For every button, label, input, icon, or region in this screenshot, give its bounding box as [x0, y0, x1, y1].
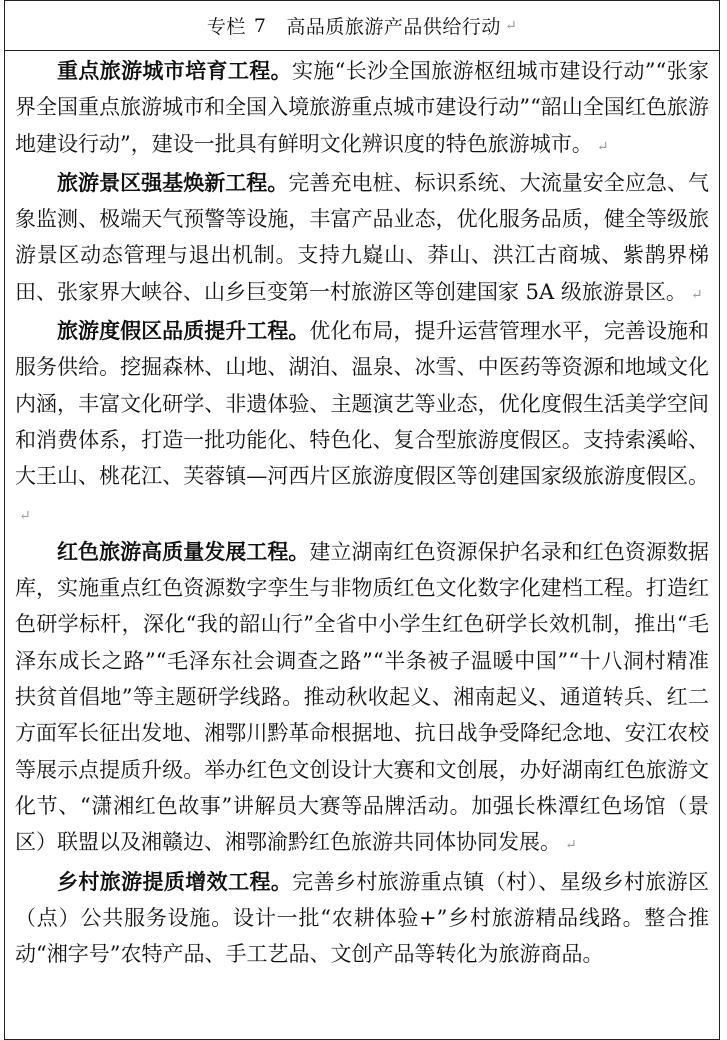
paragraph-red-tourism: [15, 534, 709, 864]
column-title-prefix: 专栏: [206, 16, 246, 38]
paragraph-rural: [15, 864, 709, 973]
paragraph-city: [15, 53, 709, 165]
paragraph-heading: 红色旅游高质量发展工程。: [57, 539, 310, 564]
column-title-text: 高品质旅游产品供给行动: [286, 16, 501, 38]
paragraph-mark-icon: ↵: [504, 17, 518, 34]
column-box: [4, 0, 720, 1040]
column-title-number: 7: [253, 14, 267, 37]
paragraph-heading: 重点旅游城市培育工程。: [57, 59, 292, 83]
paragraph-heading: 旅游度假区品质提升工程。: [57, 319, 310, 344]
paragraph-text: 完善乡村旅游重点镇（村）、星级乡村旅游区（点）公共服务设施。设计一批“农耕体验+”乡村旅游精品线路。整合推动“湘字号”农特产品、手工艺品、文创产品等转化为旅游商品。: [15, 869, 710, 967]
paragraph-text: 建立湖南红色资源保护名录和红色资源数据库，实施重点红色资源数字孪生与非物质红色文化数字化建档工程。打造红色研学标杆，深化“我的韶山行”全省中小学生红色研学长效机制，推出“毛泽东成长之路”“毛泽东社会调查之路”“半条被子温暖中国”“十八洞村精准扶贫首倡地”等主题研学线路。推动秋收起义、湘南起义、通道转兵、红二方面军长征出发地、湘鄂川黔革命根据地、抗日战争受降纪念地、安江农校等展示点提质升级。举办红色文创设计大赛和文创展，办好湖南红色旅游文化节、“潇湘红色故事”讲解员大赛等品牌活动。加强长株潭红色场馆（景区）联盟以及湘赣边、湘鄂渝黔红色旅游共同体协同发展。: [15, 539, 710, 855]
paragraph-heading: 乡村旅游提质增效工程。: [57, 869, 293, 894]
paragraph-scenic: [15, 165, 709, 313]
paragraph-text: 完善充电桩、标识系统、大流量安全应急、气象监测、极端天气预警等设施，丰富产品业态，优化服务品质，健全等级旅游景区动态管理与退出机制。支持九嶷山、莽山、洪江古商城、紫鹊界梯田、张家界大峡谷、山乡巨变第一村旅游区等创建国家 5A 级旅游景区。: [15, 170, 710, 304]
paragraph-resort: [15, 313, 709, 534]
column-body: [5, 51, 719, 972]
column-title: [5, 1, 719, 51]
paragraph-mark-icon: ↵: [690, 286, 703, 303]
paragraph-text: 实施“长沙全国旅游枢纽城市建设行动”“张家界全国重点旅游城市和全国入境旅游重点城市建设行动”“韶山全国红色旅游地建设行动”，建设一批具有鲜明文化辨识度的特色旅游城市。: [15, 59, 709, 156]
paragraph-mark-icon: ↵: [19, 507, 31, 524]
paragraph-mark-icon: ↵: [596, 138, 609, 155]
paragraph-heading: 旅游景区强基焕新工程。: [57, 170, 289, 195]
paragraph-mark-icon: ↵: [565, 837, 577, 854]
paragraph-text: 优化布局，提升运营管理水平，完善设施和服务供给。挖掘森林、山地、湖泊、温泉、冰雪、中医药等资源和地域文化内涵，丰富文化研学、非遗体验、主题演艺等业态，优化度假生活美学空间和消费体系，打造一批功能化、特色化、复合型旅游度假区。支持索溪峪、大王山、桃花江、芙蓉镇—河西片区旅游度假区等创建国家级旅游度假区。: [15, 319, 710, 489]
